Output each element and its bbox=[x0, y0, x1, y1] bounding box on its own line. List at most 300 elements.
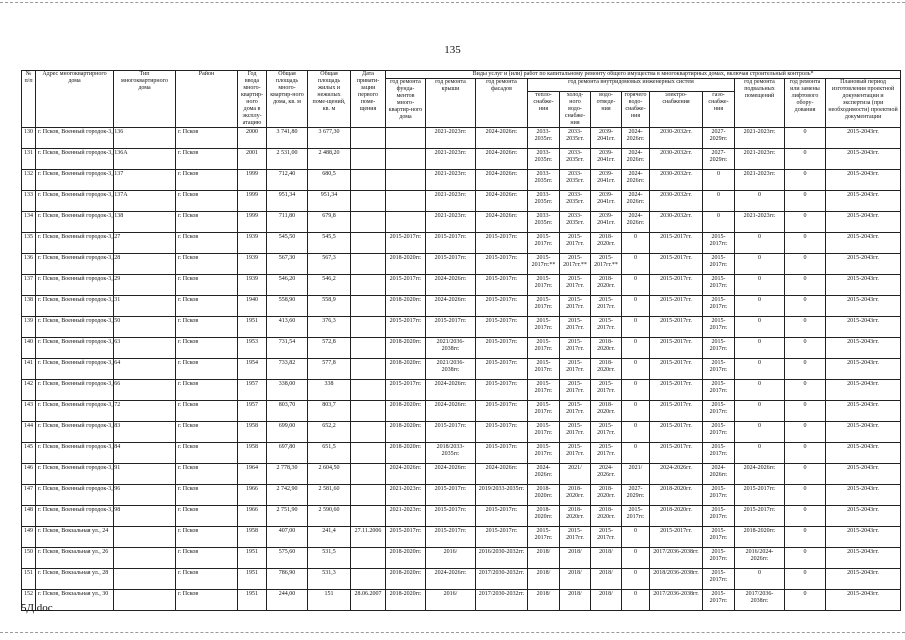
repair-schedule-table bbox=[21, 70, 901, 611]
cell-plan: 2015-2043гг. bbox=[826, 506, 901, 527]
cell-total-area: 413,60 bbox=[267, 317, 308, 338]
table-row bbox=[22, 275, 901, 296]
cell-privatization bbox=[351, 128, 386, 149]
cell-address: г. Псков, Вокзальная ул., 24 bbox=[36, 527, 114, 548]
cell-type bbox=[114, 443, 176, 464]
cell-type bbox=[114, 422, 176, 443]
cell-privatization bbox=[351, 485, 386, 506]
cell-hot-water: 0 bbox=[622, 422, 650, 443]
cell-year: 1964 bbox=[238, 464, 267, 485]
cell-elevator: 0 bbox=[785, 338, 826, 359]
cell-num: 136 bbox=[22, 254, 36, 275]
cell-gas: 2015-2017гг. bbox=[703, 233, 735, 254]
cell-drainage: 2015-2017гг. bbox=[591, 527, 622, 548]
cell-heat: 2018-2020гг. bbox=[528, 506, 560, 527]
cell-district: г. Псков bbox=[176, 464, 238, 485]
cell-hot-water: 0 bbox=[622, 317, 650, 338]
cell-plan: 2015-2043гг. bbox=[826, 149, 901, 170]
scan-edge-bottom bbox=[0, 632, 905, 633]
cell-total-area: 546,20 bbox=[267, 275, 308, 296]
cell-roof: 2024-2026гг. bbox=[426, 380, 476, 401]
cell-living-area: 2 590,60 bbox=[308, 506, 351, 527]
cell-privatization bbox=[351, 212, 386, 233]
cell-hot-water: 0 bbox=[622, 527, 650, 548]
table-row bbox=[22, 191, 901, 212]
cell-living-area: 2 604,50 bbox=[308, 464, 351, 485]
cell-privatization bbox=[351, 548, 386, 569]
cell-privatization bbox=[351, 506, 386, 527]
cell-basement: 0 bbox=[735, 569, 785, 590]
cell-cold-water: 2015-2017гг. bbox=[560, 296, 591, 317]
cell-heat: 2015-2017гг. bbox=[528, 401, 560, 422]
header-facade: год ремонта фасадов bbox=[476, 79, 528, 128]
cell-roof: 2024-2026гг. bbox=[426, 569, 476, 590]
cell-total-area: 2 531,00 bbox=[267, 149, 308, 170]
cell-year: 1954 bbox=[238, 359, 267, 380]
cell-heat: 2033-2035гг. bbox=[528, 149, 560, 170]
cell-heat: 2018/ bbox=[528, 548, 560, 569]
table-row bbox=[22, 443, 901, 464]
cell-electric: 2030-2032гг. bbox=[650, 128, 703, 149]
cell-plan: 2015-2043гг. bbox=[826, 443, 901, 464]
cell-total-area: 407,00 bbox=[267, 527, 308, 548]
cell-hot-water: 0 bbox=[622, 590, 650, 611]
cell-address: г. Псков, Военный городок-3, 137А bbox=[36, 191, 114, 212]
cell-num: 144 bbox=[22, 422, 36, 443]
cell-num: 151 bbox=[22, 569, 36, 590]
cell-heat: 2015-2017гг. bbox=[528, 233, 560, 254]
cell-num: 133 bbox=[22, 191, 36, 212]
header-basement: год ремонта подвальных помещений bbox=[735, 79, 785, 128]
cell-facade: 2024-2026гг. bbox=[476, 149, 528, 170]
cell-address: г. Псков, Военный городок-3, 91 bbox=[36, 464, 114, 485]
cell-elevator: 0 bbox=[785, 317, 826, 338]
cell-foundation: 2018-2020гг. bbox=[386, 296, 426, 317]
table-row bbox=[22, 422, 901, 443]
cell-drainage: 2018-2020гг. bbox=[591, 485, 622, 506]
cell-hot-water: 2027-2029гг. bbox=[622, 485, 650, 506]
cell-address: г. Псков, Военный городок-3, 63 bbox=[36, 338, 114, 359]
cell-foundation: 2018-2020гг. bbox=[386, 422, 426, 443]
cell-num: 149 bbox=[22, 527, 36, 548]
header-systems: год ремонта внутридомовых инженерных систем bbox=[528, 79, 735, 92]
cell-electric: 2015-2017гг. bbox=[650, 527, 703, 548]
cell-roof: 2015-2017гг. bbox=[426, 254, 476, 275]
cell-cold-water: 2015-2017гг. bbox=[560, 233, 591, 254]
cell-total-area: 2 778,30 bbox=[267, 464, 308, 485]
cell-foundation: 2015-2017гг. bbox=[386, 527, 426, 548]
cell-roof: 2021-2023гг. bbox=[426, 170, 476, 191]
cell-privatization bbox=[351, 380, 386, 401]
cell-facade: 2015-2017гг. bbox=[476, 527, 528, 548]
header-heat: тепло-снабже-ния bbox=[528, 92, 560, 128]
cell-num: 143 bbox=[22, 401, 36, 422]
header-gas: газо-снабже-ния bbox=[703, 92, 735, 128]
table-row bbox=[22, 569, 901, 590]
cell-foundation: 2018-2020гг. bbox=[386, 569, 426, 590]
cell-privatization: 27.11.2006 bbox=[351, 527, 386, 548]
cell-facade: 2015-2017гг. bbox=[476, 506, 528, 527]
cell-total-area: 697,80 bbox=[267, 443, 308, 464]
cell-district: г. Псков bbox=[176, 275, 238, 296]
cell-district: г. Псков bbox=[176, 233, 238, 254]
cell-total-area: 338,00 bbox=[267, 380, 308, 401]
cell-num: 139 bbox=[22, 317, 36, 338]
cell-electric: 2015-2017гг. bbox=[650, 254, 703, 275]
cell-address: г. Псков, Военный городок-3, 29 bbox=[36, 275, 114, 296]
header-district: Район bbox=[176, 71, 238, 128]
cell-basement: 0 bbox=[735, 422, 785, 443]
cell-foundation: 2018-2020гг. bbox=[386, 338, 426, 359]
cell-electric: 2018-2020гг. bbox=[650, 506, 703, 527]
cell-basement: 0 bbox=[735, 380, 785, 401]
cell-total-area: 733,82 bbox=[267, 359, 308, 380]
cell-electric: 2024-2026гг. bbox=[650, 464, 703, 485]
cell-facade: 2024-2026гг. bbox=[476, 212, 528, 233]
cell-num: 134 bbox=[22, 212, 36, 233]
table-row bbox=[22, 590, 901, 611]
cell-hot-water: 0 bbox=[622, 275, 650, 296]
cell-heat: 2033-2035гг. bbox=[528, 212, 560, 233]
cell-cold-water: 2015-2017гг. bbox=[560, 422, 591, 443]
cell-basement: 2018-2020гг. bbox=[735, 527, 785, 548]
cell-cold-water: 2018/ bbox=[560, 569, 591, 590]
header-type: Тип многоквартирного дома bbox=[114, 71, 176, 128]
cell-address: г. Псков, Военный городок-3, 98 bbox=[36, 506, 114, 527]
header-works-group: Виды услуг и (или) работ по капитальному ремонту общего имущества в многоквартирных домах, включая строительный контроль* bbox=[386, 71, 901, 79]
cell-address: г. Псков, Военный городок-3, 28 bbox=[36, 254, 114, 275]
cell-living-area: 376,3 bbox=[308, 317, 351, 338]
cell-hot-water: 2015-2017гг. bbox=[622, 506, 650, 527]
cell-plan: 2015-2043гг. bbox=[826, 401, 901, 422]
cell-drainage: 2039-2041гг. bbox=[591, 170, 622, 191]
cell-elevator: 0 bbox=[785, 254, 826, 275]
cell-privatization bbox=[351, 338, 386, 359]
cell-district: г. Псков bbox=[176, 359, 238, 380]
cell-num: 145 bbox=[22, 443, 36, 464]
cell-address: г. Псков, Вокзальная ул., 26 bbox=[36, 548, 114, 569]
cell-plan: 2015-2043гг. bbox=[826, 296, 901, 317]
cell-year: 1940 bbox=[238, 296, 267, 317]
cell-year: 1951 bbox=[238, 548, 267, 569]
cell-living-area: 338 bbox=[308, 380, 351, 401]
cell-heat: 2015-2017гг. bbox=[528, 422, 560, 443]
header-hot-water: горячего водо-снабже-ния bbox=[622, 92, 650, 128]
cell-heat: 2015-2017гг. bbox=[528, 527, 560, 548]
cell-total-area: 545,50 bbox=[267, 233, 308, 254]
table-row bbox=[22, 317, 901, 338]
cell-gas: 2015-2017гг. bbox=[703, 275, 735, 296]
cell-gas: 2027-2029гг. bbox=[703, 128, 735, 149]
cell-address: г. Псков, Военный городок-3, 66 bbox=[36, 380, 114, 401]
cell-roof: 2021-2023гг. bbox=[426, 128, 476, 149]
cell-plan: 2015-2043гг. bbox=[826, 233, 901, 254]
cell-drainage: 2018/ bbox=[591, 569, 622, 590]
cell-elevator: 0 bbox=[785, 212, 826, 233]
cell-gas: 2015-2017гг. bbox=[703, 317, 735, 338]
cell-year: 1957 bbox=[238, 380, 267, 401]
header-foundation: год ремонта фунда-ментов много-квартир-ного дома bbox=[386, 79, 426, 128]
cell-living-area: 3 677,30 bbox=[308, 128, 351, 149]
cell-living-area: 546,2 bbox=[308, 275, 351, 296]
cell-hot-water: 0 bbox=[622, 254, 650, 275]
cell-elevator: 0 bbox=[785, 359, 826, 380]
page-number: 135 bbox=[444, 44, 461, 56]
cell-facade: 2015-2017гг. bbox=[476, 422, 528, 443]
cell-address: г. Псков, Военный городок-3, 136 bbox=[36, 128, 114, 149]
cell-foundation: 2015-2017гг. bbox=[386, 317, 426, 338]
table-row bbox=[22, 548, 901, 569]
cell-type bbox=[114, 506, 176, 527]
cell-heat: 2024-2026гг. bbox=[528, 464, 560, 485]
cell-basement: 2016/2024-2026гг. bbox=[735, 548, 785, 569]
cell-gas: 0 bbox=[703, 212, 735, 233]
cell-drainage: 2015-2017гг. bbox=[591, 317, 622, 338]
cell-privatization bbox=[351, 401, 386, 422]
cell-basement: 0 bbox=[735, 359, 785, 380]
cell-facade: 2015-2017гг. bbox=[476, 275, 528, 296]
cell-hot-water: 0 bbox=[622, 548, 650, 569]
cell-drainage: 2015-2017гг. bbox=[591, 443, 622, 464]
cell-foundation: 2021-2023гг. bbox=[386, 506, 426, 527]
cell-plan: 2015-2043гг. bbox=[826, 548, 901, 569]
cell-district: г. Псков bbox=[176, 212, 238, 233]
cell-hot-water: 0 bbox=[622, 233, 650, 254]
cell-privatization bbox=[351, 464, 386, 485]
cell-hot-water: 0 bbox=[622, 380, 650, 401]
cell-num: 131 bbox=[22, 149, 36, 170]
cell-plan: 2015-2043гг. bbox=[826, 338, 901, 359]
cell-cold-water: 2033-2035гг. bbox=[560, 149, 591, 170]
cell-district: г. Псков bbox=[176, 548, 238, 569]
cell-drainage: 2015-2017гг. bbox=[591, 296, 622, 317]
cell-living-area: 951,34 bbox=[308, 191, 351, 212]
cell-heat: 2033-2035гг. bbox=[528, 128, 560, 149]
cell-facade: 2019/2033-2035гг. bbox=[476, 485, 528, 506]
cell-address: г. Псков, Военный городок-3, 83 bbox=[36, 422, 114, 443]
cell-year: 1951 bbox=[238, 317, 267, 338]
cell-facade: 2015-2017гг. bbox=[476, 296, 528, 317]
cell-basement: 2024-2026гг. bbox=[735, 464, 785, 485]
cell-plan: 2015-2043гг. bbox=[826, 569, 901, 590]
cell-living-area: 545,5 bbox=[308, 233, 351, 254]
table-header bbox=[22, 71, 901, 128]
header-num: № п/п bbox=[22, 71, 36, 128]
cell-elevator: 0 bbox=[785, 191, 826, 212]
cell-heat: 2015-2017гг. bbox=[528, 380, 560, 401]
cell-foundation: 2015-2017гг. bbox=[386, 380, 426, 401]
cell-facade: 2024-2026гг. bbox=[476, 170, 528, 191]
cell-basement: 2015-2017гг. bbox=[735, 506, 785, 527]
cell-total-area: 951,34 bbox=[267, 191, 308, 212]
cell-total-area: 711,80 bbox=[267, 212, 308, 233]
cell-drainage: 2039-2041гг. bbox=[591, 128, 622, 149]
cell-drainage: 2039-2041гг. bbox=[591, 149, 622, 170]
cell-facade: 2015-2017гг. bbox=[476, 443, 528, 464]
cell-living-area: 652,2 bbox=[308, 422, 351, 443]
table-row bbox=[22, 506, 901, 527]
cell-hot-water: 0 bbox=[622, 338, 650, 359]
cell-type bbox=[114, 254, 176, 275]
cell-district: г. Псков bbox=[176, 422, 238, 443]
cell-num: 147 bbox=[22, 485, 36, 506]
cell-gas: 2024-2026гг. bbox=[703, 464, 735, 485]
cell-hot-water: 0 bbox=[622, 296, 650, 317]
cell-cold-water: 2015-2017гг. bbox=[560, 401, 591, 422]
cell-district: г. Псков bbox=[176, 443, 238, 464]
cell-total-area: 712,40 bbox=[267, 170, 308, 191]
cell-gas: 2015-2017гг. bbox=[703, 422, 735, 443]
cell-cold-water: 2018-2020гг. bbox=[560, 485, 591, 506]
cell-year: 1953 bbox=[238, 338, 267, 359]
cell-district: г. Псков bbox=[176, 191, 238, 212]
cell-type bbox=[114, 275, 176, 296]
cell-address: г. Псков, Военный городок-3, 31 bbox=[36, 296, 114, 317]
cell-district: г. Псков bbox=[176, 506, 238, 527]
cell-elevator: 0 bbox=[785, 233, 826, 254]
cell-year: 1999 bbox=[238, 170, 267, 191]
cell-total-area: 786,90 bbox=[267, 569, 308, 590]
cell-heat: 2015-2017гг. bbox=[528, 338, 560, 359]
cell-district: г. Псков bbox=[176, 527, 238, 548]
cell-facade: 2015-2017гг. bbox=[476, 317, 528, 338]
cell-drainage: 2015-2017гг. bbox=[591, 380, 622, 401]
cell-living-area: 531,5 bbox=[308, 548, 351, 569]
header-living-area: Общая площадь жилых и нежилых поме-щений, кв. м bbox=[308, 71, 351, 128]
cell-privatization bbox=[351, 170, 386, 191]
cell-drainage: 2024-2026гг. bbox=[591, 464, 622, 485]
cell-hot-water: 2021/ bbox=[622, 464, 650, 485]
cell-total-area: 803,70 bbox=[267, 401, 308, 422]
cell-plan: 2015-2043гг. bbox=[826, 275, 901, 296]
cell-living-area: 2 581,60 bbox=[308, 485, 351, 506]
cell-electric: 2015-2017гг. bbox=[650, 443, 703, 464]
cell-hot-water: 0 bbox=[622, 443, 650, 464]
header-roof: год ремонта крыши bbox=[426, 79, 476, 128]
table-row bbox=[22, 149, 901, 170]
cell-plan: 2015-2043гг. bbox=[826, 170, 901, 191]
cell-address: г. Псков, Военный городок-3, 27 bbox=[36, 233, 114, 254]
cell-district: г. Псков bbox=[176, 170, 238, 191]
cell-num: 138 bbox=[22, 296, 36, 317]
cell-heat: 2018/ bbox=[528, 590, 560, 611]
cell-basement: 0 bbox=[735, 191, 785, 212]
cell-heat: 2015-2017гг.** bbox=[528, 254, 560, 275]
cell-foundation bbox=[386, 170, 426, 191]
cell-year: 1999 bbox=[238, 191, 267, 212]
cell-plan: 2015-2043гг. bbox=[826, 485, 901, 506]
cell-type bbox=[114, 380, 176, 401]
cell-electric: 2015-2017гг. bbox=[650, 233, 703, 254]
cell-num: 140 bbox=[22, 338, 36, 359]
header-drainage: водо-отведе-ния bbox=[591, 92, 622, 128]
cell-gas: 2015-2017гг. bbox=[703, 338, 735, 359]
cell-gas: 2015-2017гг. bbox=[703, 443, 735, 464]
cell-electric: 2030-2032гг. bbox=[650, 191, 703, 212]
cell-num: 150 bbox=[22, 548, 36, 569]
cell-electric: 2018/2036-2038гг. bbox=[650, 569, 703, 590]
cell-elevator: 0 bbox=[785, 506, 826, 527]
cell-year: 1957 bbox=[238, 401, 267, 422]
cell-heat: 2015-2017гг. bbox=[528, 359, 560, 380]
cell-roof: 2021/2036-2038гг. bbox=[426, 359, 476, 380]
cell-year: 1939 bbox=[238, 254, 267, 275]
cell-total-area: 699,00 bbox=[267, 422, 308, 443]
cell-basement: 0 bbox=[735, 317, 785, 338]
cell-num: 132 bbox=[22, 170, 36, 191]
table-row bbox=[22, 380, 901, 401]
cell-year: 1958 bbox=[238, 422, 267, 443]
cell-elevator: 0 bbox=[785, 170, 826, 191]
cell-elevator: 0 bbox=[785, 422, 826, 443]
cell-basement: 2021-2023гг. bbox=[735, 128, 785, 149]
cell-address: г. Псков, Военный городок-3, 136А bbox=[36, 149, 114, 170]
cell-roof: 2015-2017гг. bbox=[426, 506, 476, 527]
cell-facade: 2017/2030-2032гг. bbox=[476, 590, 528, 611]
cell-district: г. Псков bbox=[176, 128, 238, 149]
table-row bbox=[22, 527, 901, 548]
header-cold-water: холод-ного водо-снабже-ния bbox=[560, 92, 591, 128]
cell-type bbox=[114, 590, 176, 611]
cell-privatization bbox=[351, 569, 386, 590]
cell-foundation: 2018-2020гг. bbox=[386, 590, 426, 611]
cell-gas: 2015-2017гг. bbox=[703, 569, 735, 590]
cell-district: г. Псков bbox=[176, 380, 238, 401]
cell-privatization bbox=[351, 254, 386, 275]
cell-gas: 2027-2029гг. bbox=[703, 149, 735, 170]
cell-privatization bbox=[351, 149, 386, 170]
cell-elevator: 0 bbox=[785, 401, 826, 422]
cell-elevator: 0 bbox=[785, 548, 826, 569]
cell-address: г. Псков, Военный городок-3, 72 bbox=[36, 401, 114, 422]
cell-hot-water: 2024-2026гг. bbox=[622, 149, 650, 170]
cell-basement: 2021-2023гг. bbox=[735, 212, 785, 233]
cell-electric: 2015-2017гг. bbox=[650, 401, 703, 422]
cell-drainage: 2015-2017гг. bbox=[591, 422, 622, 443]
cell-facade: 2015-2017гг. bbox=[476, 401, 528, 422]
cell-facade: 2017/2030-2032гг. bbox=[476, 569, 528, 590]
cell-plan: 2015-2043гг. bbox=[826, 359, 901, 380]
cell-living-area: 531,3 bbox=[308, 569, 351, 590]
cell-address: г. Псков, Военный городок-3, 137 bbox=[36, 170, 114, 191]
cell-foundation: 2018-2020гг. bbox=[386, 254, 426, 275]
cell-elevator: 0 bbox=[785, 464, 826, 485]
cell-type bbox=[114, 485, 176, 506]
cell-roof: 2015-2017гг. bbox=[426, 233, 476, 254]
cell-foundation: 2018-2020гг. bbox=[386, 401, 426, 422]
cell-living-area: 679,8 bbox=[308, 212, 351, 233]
cell-living-area: 680,5 bbox=[308, 170, 351, 191]
cell-num: 130 bbox=[22, 128, 36, 149]
cell-plan: 2015-2043гг. bbox=[826, 254, 901, 275]
cell-plan: 2015-2043гг. bbox=[826, 317, 901, 338]
cell-hot-water: 0 bbox=[622, 569, 650, 590]
cell-roof: 2024-2026гг. bbox=[426, 275, 476, 296]
cell-total-area: 558,90 bbox=[267, 296, 308, 317]
cell-drainage: 2018/ bbox=[591, 590, 622, 611]
header-address: Адрес многоквартирного дома bbox=[36, 71, 114, 128]
table-row bbox=[22, 296, 901, 317]
cell-electric: 2030-2032гг. bbox=[650, 212, 703, 233]
cell-privatization bbox=[351, 296, 386, 317]
table-body bbox=[22, 128, 901, 611]
cell-drainage: 2018-2020гг. bbox=[591, 359, 622, 380]
cell-cold-water: 2021/ bbox=[560, 464, 591, 485]
header-electric: электро-снабжения bbox=[650, 92, 703, 128]
cell-facade: 2015-2017гг. bbox=[476, 359, 528, 380]
cell-address: г. Псков, Военный городок-3, 84 bbox=[36, 443, 114, 464]
cell-foundation: 2021-2023гг. bbox=[386, 485, 426, 506]
